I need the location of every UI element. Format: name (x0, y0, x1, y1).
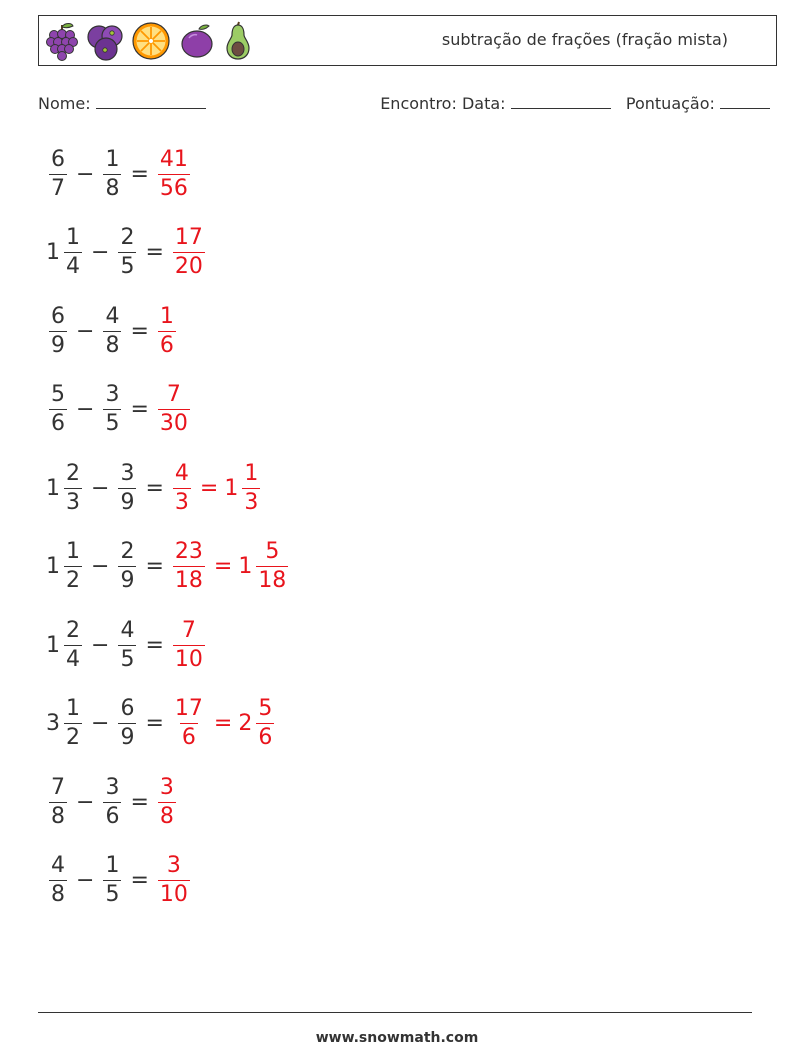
minus-sign: − (91, 632, 110, 658)
fraction (173, 460, 191, 515)
fraction (103, 384, 121, 435)
numerator: 3 (166, 853, 181, 878)
fraction (64, 698, 82, 749)
plum-icon (177, 21, 217, 61)
denominator: 5 (105, 411, 120, 436)
numerator: 5 (265, 539, 280, 564)
name-label: Nome: (38, 94, 91, 113)
fruit-icons (45, 20, 253, 62)
equals-sign: = (130, 161, 149, 187)
encounter-label: Encontro: (380, 94, 457, 113)
fraction (158, 146, 190, 201)
fraction (49, 146, 67, 201)
minus-sign: − (76, 789, 95, 815)
whole-number: 3 (46, 711, 60, 736)
fraction (49, 384, 67, 435)
denominator: 8 (51, 803, 65, 829)
fraction (49, 774, 67, 829)
problem-row (46, 773, 179, 831)
numerator: 23 (174, 539, 203, 564)
numerator: 4 (120, 617, 135, 643)
fraction (173, 227, 205, 278)
numerator: 17 (174, 696, 203, 721)
minus-sign: − (76, 318, 95, 344)
date-label: Data: (461, 94, 506, 113)
fraction (158, 774, 176, 829)
equals-sign: = (130, 397, 149, 422)
equals-sign: = (145, 240, 164, 265)
denominator: 7 (51, 175, 65, 201)
numerator: 1 (105, 853, 120, 878)
numerator: 3 (120, 460, 135, 486)
fraction (256, 541, 288, 592)
denominator: 6 (258, 725, 273, 750)
name-blank[interactable] (96, 94, 206, 109)
minus-sign: − (91, 711, 110, 736)
fraction (256, 698, 274, 749)
denominator: 5 (105, 882, 120, 907)
minus-sign: − (76, 868, 95, 893)
name-field (38, 94, 206, 113)
score-blank[interactable] (720, 94, 770, 109)
problem-row (46, 852, 193, 910)
denominator: 9 (120, 725, 135, 750)
fraction (49, 303, 67, 358)
numerator: 7 (51, 774, 65, 800)
whole-number: 1 (46, 554, 60, 579)
worksheet-header (38, 15, 777, 66)
date-blank[interactable] (511, 94, 611, 109)
equals-sign: = (145, 554, 164, 579)
denominator: 18 (174, 568, 203, 593)
minus-sign: − (76, 397, 95, 422)
footer-url: www.snowmath.com (315, 1030, 479, 1046)
fraction (118, 698, 136, 749)
numerator: 1 (244, 460, 259, 486)
minus-sign: − (76, 161, 95, 187)
equals-sign: = (145, 475, 164, 501)
equals-sign: = (130, 868, 149, 893)
denominator: 6 (105, 803, 120, 829)
fraction (173, 541, 205, 592)
denominator: 8 (105, 175, 120, 201)
denominator: 3 (174, 489, 189, 515)
denominator: 4 (66, 254, 80, 279)
whole-number: 1 (46, 475, 60, 501)
numerator: 4 (51, 853, 65, 878)
denominator: 18 (258, 568, 287, 593)
problem-row (46, 224, 208, 282)
numerator: 6 (51, 146, 65, 172)
numerator: 1 (105, 146, 120, 172)
denominator: 6 (51, 411, 65, 436)
numerator: 6 (120, 696, 135, 721)
equals-sign: = (213, 554, 233, 579)
whole-number: 1 (238, 554, 253, 579)
numerator: 3 (159, 774, 174, 800)
pear-icon (223, 21, 253, 61)
numerator: 3 (105, 774, 120, 800)
fraction (173, 617, 205, 672)
whole-number: 2 (238, 711, 253, 736)
numerator: 6 (51, 303, 65, 329)
numerator: 1 (66, 696, 80, 721)
equals-sign: = (130, 789, 149, 815)
numerator: 2 (66, 617, 80, 643)
problem-row (46, 145, 193, 203)
denominator: 9 (51, 332, 65, 358)
numerator: 17 (174, 225, 203, 250)
fraction (64, 460, 82, 515)
fraction (158, 855, 190, 906)
numerator: 1 (159, 303, 174, 329)
footer-divider (38, 1012, 752, 1013)
numerator: 5 (51, 382, 65, 407)
denominator: 3 (244, 489, 259, 515)
denominator: 10 (159, 882, 188, 907)
numerator: 7 (166, 382, 181, 407)
fraction (103, 303, 121, 358)
numerator: 2 (66, 460, 80, 486)
fraction (158, 303, 176, 358)
problem-row (46, 381, 193, 439)
fraction (64, 617, 82, 672)
denominator: 6 (181, 725, 196, 750)
problem-row (46, 616, 208, 674)
denominator: 56 (159, 175, 188, 201)
numerator: 5 (258, 696, 273, 721)
equals-sign: = (130, 318, 149, 344)
plums-icon (85, 21, 125, 61)
numerator: 4 (105, 303, 120, 329)
minus-sign: − (91, 554, 110, 579)
fraction (173, 698, 205, 749)
orange-slice-icon (131, 21, 171, 61)
equals-sign: = (199, 475, 219, 501)
fraction (118, 541, 136, 592)
denominator: 30 (159, 411, 188, 436)
denominator: 9 (120, 568, 135, 593)
problem-row (46, 695, 277, 753)
denominator: 20 (174, 254, 203, 279)
fraction (242, 460, 260, 515)
fraction (64, 541, 82, 592)
denominator: 2 (66, 725, 80, 750)
numerator: 4 (174, 460, 189, 486)
denominator: 9 (120, 489, 135, 515)
numerator: 7 (181, 617, 196, 643)
fraction (49, 855, 67, 906)
numerator: 2 (120, 539, 135, 564)
equals-sign: = (145, 632, 164, 658)
problem-row (46, 302, 179, 360)
info-fields (380, 94, 770, 113)
denominator: 5 (120, 254, 135, 279)
whole-number: 1 (224, 475, 239, 501)
worksheet-title: subtração de frações (fração mista) (441, 30, 728, 49)
denominator: 2 (66, 568, 80, 593)
numerator: 1 (66, 539, 80, 564)
numerator: 41 (159, 146, 188, 172)
denominator: 3 (66, 489, 80, 515)
fraction (118, 460, 136, 515)
numerator: 2 (120, 225, 135, 250)
denominator: 4 (66, 646, 80, 672)
fraction (158, 384, 190, 435)
numerator: 3 (105, 382, 120, 407)
denominator: 8 (159, 803, 174, 829)
denominator: 5 (120, 646, 135, 672)
fraction (118, 227, 136, 278)
minus-sign: − (91, 475, 110, 501)
equals-sign: = (213, 711, 233, 736)
denominator: 8 (51, 882, 65, 907)
fraction (103, 774, 121, 829)
minus-sign: − (91, 240, 110, 265)
whole-number: 1 (46, 240, 60, 265)
whole-number: 1 (46, 632, 60, 658)
equals-sign: = (145, 711, 164, 736)
fraction (103, 855, 121, 906)
score-label: Pontuação: (625, 94, 715, 113)
denominator: 6 (159, 332, 174, 358)
grapes-icon (45, 21, 79, 61)
fraction (103, 146, 121, 201)
problem-row (46, 459, 263, 517)
problem-row (46, 538, 291, 596)
denominator: 8 (105, 332, 120, 358)
fraction (118, 617, 136, 672)
denominator: 10 (174, 646, 203, 672)
numerator: 1 (66, 225, 80, 250)
fraction (64, 227, 82, 278)
